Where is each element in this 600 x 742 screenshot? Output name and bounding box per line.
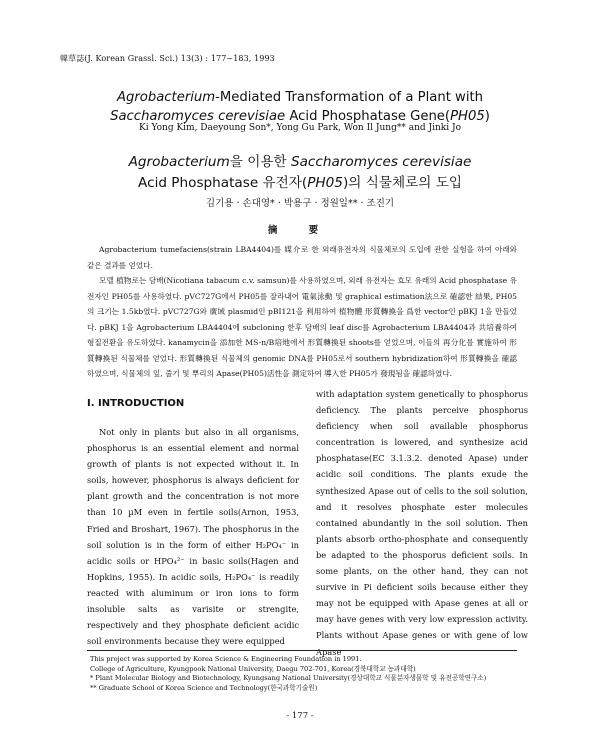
title-ko-gene: PH05 [307, 175, 343, 191]
footnote-rule [87, 650, 517, 651]
footnote-4: ** Graduate School of Korea Science and Technology(한국과학기술원) [90, 683, 318, 692]
journal-reference: 韓草誌(J. Korean Grassl. Sci.) 13(3) : 177∼183, 1993 [60, 54, 275, 63]
title-line2-mid: Acid Phosphatase Gene( [285, 109, 451, 124]
footnotes [90, 655, 520, 693]
title-line1-rest: -Mediated Transformation of a Plant with [215, 90, 484, 105]
intro-heading: Ⅰ. INTRODUCTION [87, 398, 185, 409]
page-number: - 177 - [286, 711, 314, 721]
authors-korean: 김기용 · 손대영* · 박용구 · 정원일** · 조진기 [205, 198, 395, 209]
title-ko-line2-end: )의 식물체로의 도입 [342, 175, 462, 191]
title-ko-line2-start: Acid Phosphatase 유전자( [138, 175, 308, 191]
title-korean [0, 152, 600, 194]
title-ko-mid: 을 이용한 [229, 154, 291, 170]
abstract-body [87, 242, 517, 382]
authors-english: Ki Yong Kim, Daeyoung Son*, Yong Gu Park, Won Il Jung** and Jinki Jo [138, 123, 461, 133]
title-ko-italic1: Agrobacterium [128, 154, 230, 170]
footnote-3: * Plant Molecular Biology and Biotechnology, Kyungsang National University(경상대학교 식물분자생물학 및 유전공학연구소) [90, 674, 487, 683]
title-italic-saccharomyces: Saccharomyces cerevisiae [110, 109, 286, 124]
intro-left-column [87, 424, 299, 649]
abstract-paragraph-1: Agrobacterium tumefaciens(strain LBA4404)를 媒介로 한 외래유전자의 식물체로의 도입에 관한 실험을 하여 아래와 같은 결과를 얻었다. [87, 245, 517, 270]
intro-left-text: Not only in plants but also in all organisms, phosphorus is an essential element and normal growth of plants is not expected without it. In soils, however, phosphorus is always deficient for plant growth and the concentration is not more than 10 µM even in fertile soils(Arnon, 1953, Fried and Broshart, 1967). The phosphorus in the soil solution is in the form of either H₂PO₄⁻ in acidic soils or HPO₄²⁻ in basic soils(Hagen and Hopkins, 1955). In acidic soils, H₂PO₄⁻ is readily reacted with aluminum or iron ions to form insoluble salts as varisite or strengite, respectively and they phosphate deficient acidic soil environments because they were equipped [87, 427, 299, 647]
title-line2-end: ) [484, 109, 490, 124]
title-italic-agrobacterium: Agrobacterium [116, 90, 216, 105]
abstract-paragraph-2: 모델 植物로는 담배(Nicotiana tabacum c.v. samsun)를 사용하였으며, 외래 유전자는 효모 유래의 Acid phosphatase 유전자인 PH05를 사용하였다. pVC727G에서 PH05를 잘라내어 電氣泳動 및 graphical estimation法으로 確認한 結果, PH05의 크기는 1.5kb였다. pVC727G와 廣域 plasmid인 pBI121을 利用하여 植物體 形質轉換을 爲한 vector인 pBKJ 1을 만들었다. pBKJ 1을 Agrobacterium LBA4404에 subcloning 한후 담배의 leaf disc를 Agrobacterium LBA4404과 共培養하여 형질전환을 유도하였다. kanamycin을 添加한 MS-n/B培地에서 形質轉換된 shoots를 얻었으며, 이들의 再分化를 實施하여 形質轉換된 식물체를 얻었다. 形質轉換된 식물체의 genomic DNA를 PH05로서 southern hybridization하여 形質轉換을 確認하였으며, 식물체의 잎, 줄기 및 뿌리의 Apase(PH05)活性을 測定하여 導入한 PH05가 發現됨을 確認하였다. [87, 276, 517, 378]
intro-right-column [316, 386, 528, 660]
title-english [0, 88, 600, 126]
intro-right-text: with adaptation system genetically to phosphorus deficiency. The plants perceive phosphorus deficiency when soil available phosphorus concentration is lowered, and synthesize acid phosphatase(EC 3.1.3.2. denoted Apase) under acidic soil conditions. The plants exude the synthesized Apase out of cells to the soil solution, and it resolves phosphate ester molecules contained abundantly in the soil solution. Then plants absorb ortho-phosphate and consequently be adapted to the phosporus deficient soils. In some plants, on the other hand, they can not survive in Pi deficient soils because either they may not be equipped with Apase genes at all or may have genes with very low expression activity. Plants without Apase genes or with gene of low Apase [316, 389, 528, 657]
footnote-1: This project was supported by Korea Science & Engineering Foundation in 1991. [90, 655, 362, 663]
title-ko-italic2: Saccharomyces cerevisiae [290, 154, 472, 170]
title-gene: PH05 [450, 109, 485, 124]
abstract-heading: 摘 要 [267, 225, 333, 236]
footnote-2: College of Agriculture, Kyungpook National University, Daegu 702-701, Korea(경북대학교 농과대학) [90, 664, 416, 673]
